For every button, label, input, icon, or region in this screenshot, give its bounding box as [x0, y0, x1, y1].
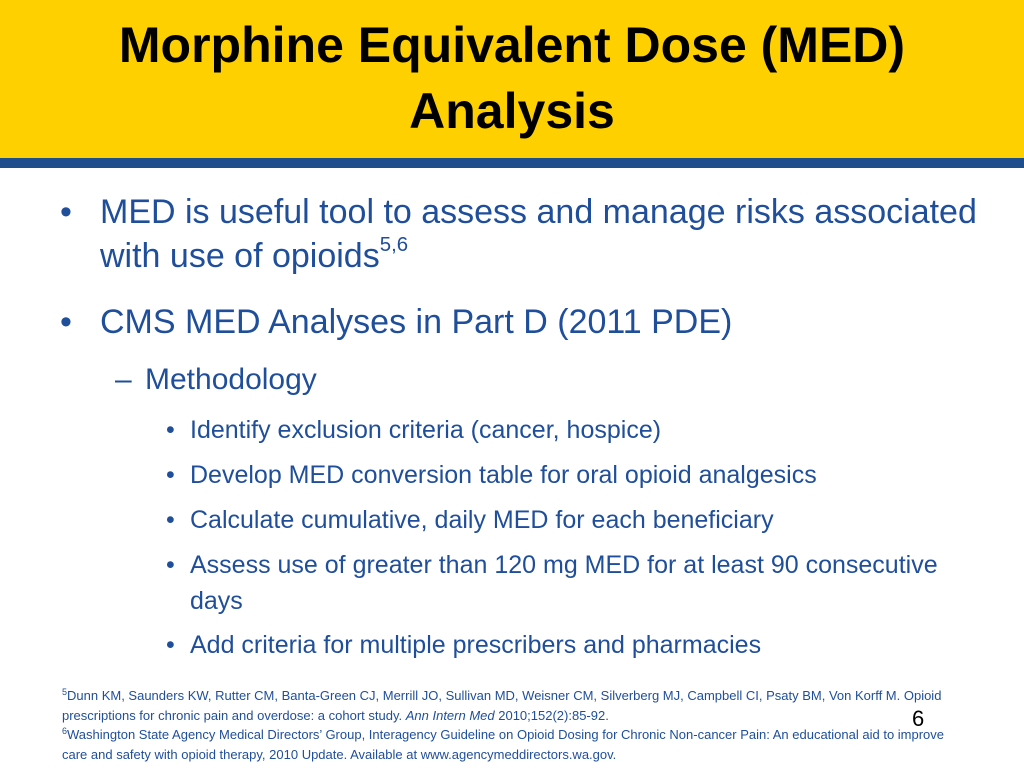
sub-sub-bullet-text: Add criteria for multiple prescribers and pharmacies: [190, 631, 762, 659]
sub-sub-bullet-item: [166, 412, 990, 448]
bullet-dot-icon: •: [60, 193, 72, 231]
bullet-item: [60, 190, 1000, 278]
reference-5: [62, 686, 972, 725]
bullet-dot-icon: •: [166, 631, 175, 659]
bullet-item: [60, 300, 1000, 344]
bullet-dot-icon: •: [166, 461, 175, 489]
reference-6: [62, 725, 972, 764]
bullet-dot-icon: •: [60, 303, 72, 341]
dash-icon: –: [115, 363, 132, 396]
sub-bullet-item: [115, 360, 965, 400]
bullet-text: MED is useful tool to assess and manage risks associated with use of opioids: [100, 193, 977, 275]
sub-sub-bullet-item: [166, 502, 990, 538]
sub-sub-bullet-text: Develop MED conversion table for oral opioid analgesics: [190, 461, 817, 489]
reference-text: Washington State Agency Medical Directors’ Group, Interagency Guideline on Opioid Dosing for Chronic Non-cancer Pain: An educational aid to improve care and safety with opioid therapy, 2010 Update. Available at www.agencymeddirectors.wa.gov.: [62, 727, 945, 762]
sub-sub-bullet-item: [166, 457, 990, 493]
bullet-dot-icon: •: [166, 506, 175, 534]
bullet-dot-icon: •: [166, 551, 175, 579]
title-divider: [0, 158, 1024, 168]
sub-sub-bullet-text: Calculate cumulative, daily MED for each beneficiary: [190, 506, 774, 534]
references: [62, 686, 972, 764]
reference-number: 6: [62, 725, 68, 736]
reference-citation: 2010;152(2):85-92.: [494, 707, 609, 723]
sub-sub-bullet-text: Identify exclusion criteria (cancer, hospice): [190, 416, 662, 444]
reference-number: 5: [62, 686, 68, 697]
sub-sub-bullet-text: Assess use of greater than 120 mg MED for at least 90 consecutive days: [190, 551, 938, 615]
reference-text: Dunn KM, Saunders KW, Rutter CM, Banta-Green CJ, Merrill JO, Sullivan MD, Weisner CM, Silverberg MJ, Campbell CI, Psaty BM, Von Korff M. Opioid prescriptions for chronic pain and overdose: a cohort study.: [62, 688, 942, 723]
bullet-text: CMS MED Analyses in Part D (2011 PDE): [100, 303, 733, 341]
sub-sub-bullet-item: [166, 627, 990, 663]
journal-name: Ann Intern Med: [405, 707, 495, 723]
citation-superscript: 5,6: [379, 233, 409, 256]
slide-title: Morphine Equivalent Dose (MED) Analysis: [118, 17, 906, 139]
sub-sub-bullet-item: [166, 547, 990, 619]
sub-bullet-text: Methodology: [145, 363, 317, 396]
title-bar: [0, 0, 1024, 158]
slide-number: 6: [912, 706, 925, 731]
bullet-dot-icon: •: [166, 416, 175, 444]
